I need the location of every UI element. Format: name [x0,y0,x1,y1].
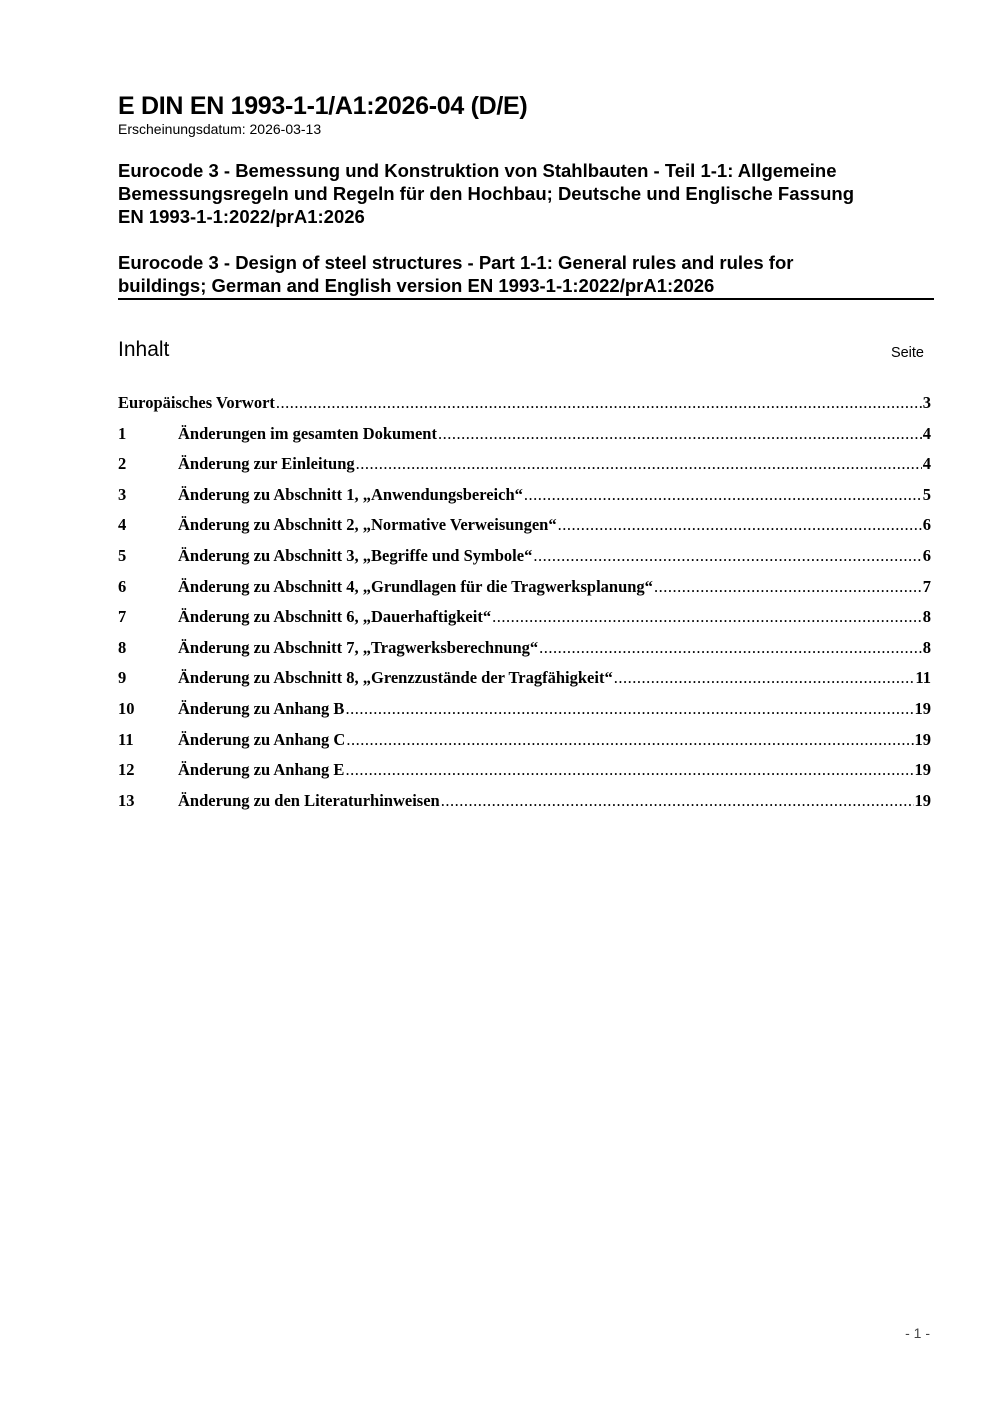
toc-entry-page: 4 [922,454,931,474]
toc-leader-dots [356,454,922,474]
toc-entry-6[interactable] [118,577,931,608]
title-english-line: Eurocode 3 - Design of steel structures - Part 1-1: General rules and rules for [118,252,794,273]
toc-entry-number: 11 [118,729,134,749]
toc-entry-11[interactable] [118,730,931,761]
toc-entry-page: 19 [914,790,931,810]
toc-leader-dots [654,577,922,597]
title-german [118,159,934,228]
toc-entry-text: Europäisches Vorwort [118,393,275,412]
toc-entry-page: 3 [922,393,931,412]
toc-entry-8[interactable] [118,638,931,669]
toc-entry-number: 8 [118,637,127,657]
toc-entry-text: Änderung zu Abschnitt 4, „Grundlagen für die Tragwerksplanung“ [178,576,653,596]
toc-entry-number: 1 [118,423,127,443]
toc-entry-page: 11 [915,668,931,688]
toc-leader-dots [533,546,921,566]
toc-entry-4[interactable] [118,515,931,546]
title-english-line: buildings; German and English version EN 1993-1-1:2022/prA1:2026 [118,275,715,296]
toc-entry-text: Änderung zu Anhang B [178,698,345,718]
toc-leader-dots [441,791,914,811]
toc-entry-number: 10 [118,698,135,718]
toc-entry-12[interactable] [118,760,931,791]
toc-entry-3[interactable] [118,485,931,516]
title-english [118,251,934,300]
toc-entry-number: 3 [118,484,127,504]
toc-entry-2[interactable] [118,454,931,485]
toc-entry-number: 5 [118,545,127,565]
toc-entry-page: 4 [922,423,931,443]
document-id: E DIN EN 1993-1-1/A1:2026-04 (D/E) [118,92,528,120]
title-german-line: EN 1993-1-1:2022/prA1:2026 [118,206,365,227]
toc-entry-page: 19 [914,698,931,718]
toc-leader-dots [345,699,913,719]
toc-leader-dots [346,730,913,750]
table-of-contents [118,393,931,821]
toc-entry-number: 13 [118,790,135,810]
toc-entry-page: 8 [922,637,931,657]
toc-entry-9[interactable] [118,668,931,699]
toc-entry-number: 2 [118,454,127,474]
toc-entry-page: 19 [914,760,931,780]
toc-leader-dots [492,607,922,627]
toc-entry-text: Änderung zu Abschnitt 7, „Tragwerksberechnung“ [178,637,539,657]
toc-heading: Inhalt [118,338,170,361]
toc-entry-foreword[interactable] [118,393,931,424]
toc-entry-number: 12 [118,760,135,780]
page-number: - 1 - [905,1325,930,1341]
toc-entry-text: Änderung zu Abschnitt 2, „Normative Verweisungen“ [178,515,557,535]
toc-entry-10[interactable] [118,699,931,730]
toc-leader-dots [524,485,922,505]
toc-page-label: Seite [890,345,924,361]
toc-entry-text: Änderung zu Abschnitt 3, „Begriffe und Symbole“ [178,545,533,565]
toc-entry-page: 7 [922,576,931,596]
toc-entry-number: 9 [118,668,127,688]
toc-leader-dots [614,668,915,688]
toc-entry-page: 6 [922,515,931,535]
toc-leader-dots [558,515,922,535]
toc-entry-text: Änderung zu Anhang E [178,760,345,780]
toc-entry-text: Änderungen im gesamten Dokument [178,423,437,443]
publication-date: Erscheinungsdatum: 2026-03-13 [118,121,322,137]
toc-entry-1[interactable] [118,424,931,455]
toc-entry-text: Änderung zu Abschnitt 8, „Grenzzustände der Tragfähigkeit“ [178,668,613,688]
toc-entry-13[interactable] [118,791,931,822]
toc-entry-number: 6 [118,576,127,596]
title-german-line: Eurocode 3 - Bemessung und Konstruktion von Stahlbauten - Teil 1-1: Allgemeine [118,160,837,181]
toc-leader-dots [276,393,922,413]
toc-entry-text: Änderung zur Einleitung [178,454,355,474]
toc-entry-7[interactable] [118,607,931,638]
toc-entry-text: Änderung zu Anhang C [178,729,346,749]
toc-entry-page: 19 [914,729,931,749]
toc-entry-5[interactable] [118,546,931,577]
toc-entry-text: Änderung zu Abschnitt 6, „Dauerhaftigkeit“ [178,607,492,627]
title-german-line: Bemessungsregeln und Regeln für den Hochbau; Deutsche und Englische Fassung [118,183,854,204]
toc-leader-dots [345,760,913,780]
toc-leader-dots [438,424,922,444]
toc-leader-dots [539,638,922,658]
toc-entry-page: 8 [922,607,931,627]
toc-entry-text: Änderung zu den Literaturhinweisen [178,790,440,810]
toc-entry-page: 6 [922,545,931,565]
toc-entry-number: 7 [118,607,127,627]
toc-entry-page: 5 [922,484,931,504]
toc-entry-number: 4 [118,515,127,535]
toc-entry-text: Änderung zu Abschnitt 1, „Anwendungsbereich“ [178,484,523,504]
